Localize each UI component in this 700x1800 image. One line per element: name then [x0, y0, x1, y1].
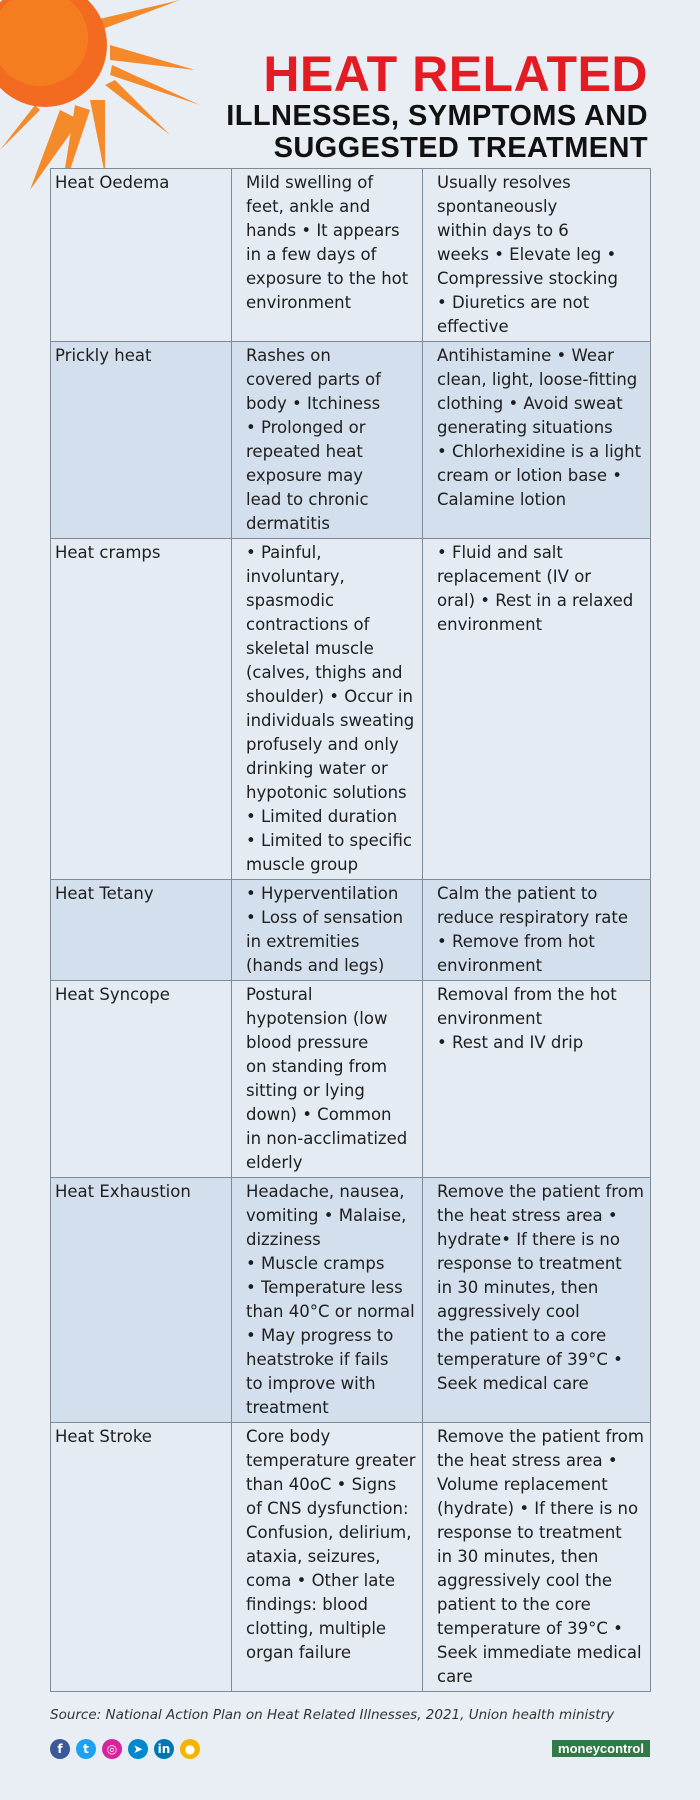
symptoms-line: • May progress to	[246, 1326, 394, 1345]
table-row	[51, 880, 651, 981]
symptoms-line: (hands and legs)	[246, 956, 385, 975]
treatment-line: • Rest and IV drip	[437, 1033, 584, 1052]
illness-name: Heat Exhaustion	[51, 1178, 232, 1423]
illness-name: Heat Syncope	[51, 981, 232, 1178]
symptoms-line: covered parts of	[246, 370, 381, 389]
treatment-line: care	[437, 1667, 473, 1686]
symptoms-line: clotting, multiple	[246, 1619, 387, 1638]
symptoms-line: in a few days of	[246, 245, 377, 264]
symptoms-cell	[232, 342, 423, 539]
symptoms-line: environment	[246, 293, 352, 312]
treatment-line: reduce respiratory rate	[437, 908, 628, 927]
symptoms-line: • Limited duration	[246, 807, 398, 826]
symptoms-line: in extremities	[246, 932, 360, 951]
symptoms-line: Core body	[246, 1427, 331, 1446]
illness-name: Prickly heat	[51, 342, 232, 539]
symptoms-line: treatment	[246, 1398, 329, 1417]
treatment-line: temperature of 39°C •	[437, 1619, 623, 1638]
symptoms-line: involuntary,	[246, 567, 345, 586]
treatment-line: effective	[437, 317, 509, 336]
linkedin-icon[interactable]: in	[154, 1739, 174, 1759]
treatment-line: in 30 minutes, then	[437, 1547, 599, 1566]
treatment-cell	[423, 1178, 651, 1423]
symptoms-line: hypotension (low	[246, 1009, 388, 1028]
symptoms-line: dizziness	[246, 1230, 321, 1249]
treatment-cell	[423, 1423, 651, 1692]
treatment-line: clothing • Avoid sweat	[437, 394, 623, 413]
symptoms-line: individuals sweating	[246, 711, 415, 730]
treatment-cell	[423, 981, 651, 1178]
treatment-line: aggressively cool the	[437, 1571, 613, 1590]
symptoms-line: • Limited to specific	[246, 831, 412, 850]
treatment-line: environment	[437, 1009, 543, 1028]
illness-name: Heat Stroke	[51, 1423, 232, 1692]
symptoms-line: contractions of	[246, 615, 370, 634]
illness-table	[50, 168, 651, 1692]
symptoms-line: shoulder) • Occur in	[246, 687, 413, 706]
symptoms-line: hypotonic solutions	[246, 783, 407, 802]
symptoms-line: • Hyperventilation	[246, 884, 399, 903]
koo-icon[interactable]: ●	[180, 1739, 200, 1759]
symptoms-line: profusely and only	[246, 735, 399, 754]
treatment-line: Calm the patient to	[437, 884, 598, 903]
treatment-cell	[423, 880, 651, 981]
symptoms-line: Mild swelling of	[246, 173, 374, 192]
symptoms-line: body • Itchiness	[246, 394, 381, 413]
treatment-line: response to treatment	[437, 1523, 622, 1542]
illness-name: Heat Oedema	[51, 169, 232, 342]
symptoms-cell	[232, 1178, 423, 1423]
symptoms-cell	[232, 1423, 423, 1692]
symptoms-line: • Temperature less	[246, 1278, 403, 1297]
symptoms-line: on standing from	[246, 1057, 388, 1076]
symptoms-line: lead to chronic	[246, 490, 369, 509]
symptoms-line: drinking water or	[246, 759, 388, 778]
treatment-line: Seek immediate medical	[437, 1643, 642, 1662]
treatment-line: generating situations	[437, 418, 613, 437]
symptoms-line: (calves, thighs and	[246, 663, 403, 682]
table-row	[51, 169, 651, 342]
treatment-line: Compressive stocking	[437, 269, 618, 288]
symptoms-line: Postural	[246, 985, 313, 1004]
title-heat-related: HEAT RELATED	[263, 46, 648, 102]
treatment-line: weeks • Elevate leg •	[437, 245, 617, 264]
symptoms-cell	[232, 539, 423, 880]
symptoms-line: exposure may	[246, 466, 364, 485]
symptoms-line: spasmodic	[246, 591, 335, 610]
treatment-line: • Diuretics are not	[437, 293, 590, 312]
symptoms-line: temperature greater	[246, 1451, 416, 1470]
title-treatment: SUGGESTED TREATMENT	[273, 132, 648, 164]
facebook-icon[interactable]: f	[50, 1739, 70, 1759]
symptoms-line: skeletal muscle	[246, 639, 374, 658]
table-row	[51, 1178, 651, 1423]
treatment-line: spontaneously	[437, 197, 558, 216]
symptoms-line: ataxia, seizures,	[246, 1547, 381, 1566]
symptoms-line: in non-acclimatized	[246, 1129, 408, 1148]
symptoms-line: exposure to the hot	[246, 269, 409, 288]
symptoms-line: than 40°C or normal	[246, 1302, 415, 1321]
symptoms-line: heatstroke if fails	[246, 1350, 389, 1369]
illness-name: Heat cramps	[51, 539, 232, 880]
treatment-line: the patient to a core	[437, 1326, 607, 1345]
treatment-line: the heat stress area •	[437, 1206, 618, 1225]
treatment-line: Seek medical care	[437, 1374, 589, 1393]
symptoms-line: Rashes on	[246, 346, 331, 365]
treatment-line: temperature of 39°C •	[437, 1350, 623, 1369]
symptoms-line: • Muscle cramps	[246, 1254, 385, 1273]
treatment-line: oral) • Rest in a relaxed	[437, 591, 634, 610]
symptoms-line: vomiting • Malaise,	[246, 1206, 407, 1225]
treatment-cell	[423, 539, 651, 880]
treatment-line: environment	[437, 615, 543, 634]
treatment-line: within days to 6	[437, 221, 569, 240]
treatment-line: replacement (IV or	[437, 567, 592, 586]
treatment-line: hydrate• If there is no	[437, 1230, 620, 1249]
treatment-line: response to treatment	[437, 1254, 622, 1273]
symptoms-line: • Loss of sensation	[246, 908, 404, 927]
moneycontrol-logo[interactable]: moneycontrol	[552, 1740, 650, 1757]
source-note: Source: National Action Plan on Heat Related Illnesses, 2021, Union health ministry	[50, 1707, 615, 1723]
treatment-line: Usually resolves	[437, 173, 571, 192]
treatment-line: in 30 minutes, then	[437, 1278, 599, 1297]
treatment-cell	[423, 342, 651, 539]
symptoms-line: dermatitis	[246, 514, 331, 533]
treatment-line: aggressively cool	[437, 1302, 580, 1321]
table-row	[51, 981, 651, 1178]
symptoms-cell	[232, 169, 423, 342]
treatment-line: • Fluid and salt	[437, 543, 563, 562]
treatment-line: (hydrate) • If there is no	[437, 1499, 639, 1518]
symptoms-line: repeated heat	[246, 442, 363, 461]
symptoms-line: sitting or lying	[246, 1081, 365, 1100]
symptoms-line: muscle group	[246, 855, 359, 874]
title-block	[226, 48, 648, 164]
instagram-icon[interactable]: ◎	[102, 1739, 122, 1759]
treatment-line: • Chlorhexidine is a light	[437, 442, 642, 461]
symptoms-line: feet, ankle and	[246, 197, 371, 216]
treatment-line: the heat stress area •	[437, 1451, 618, 1470]
symptoms-line: Headache, nausea,	[246, 1182, 405, 1201]
table-row	[51, 1423, 651, 1692]
treatment-line: Remove the patient from	[437, 1427, 644, 1446]
symptoms-line: hands • It appears	[246, 221, 400, 240]
symptoms-line: Confusion, delirium,	[246, 1523, 412, 1542]
symptoms-line: organ failure	[246, 1643, 351, 1662]
symptoms-line: down) • Common	[246, 1105, 392, 1124]
treatment-line: Antihistamine • Wear	[437, 346, 614, 365]
symptoms-cell	[232, 981, 423, 1178]
treatment-line: • Remove from hot	[437, 932, 595, 951]
treatment-line: cream or lotion base •	[437, 466, 623, 485]
symptoms-line: coma • Other late	[246, 1571, 395, 1590]
symptoms-line: of CNS dysfunction:	[246, 1499, 409, 1518]
symptoms-line: than 40oC • Signs	[246, 1475, 397, 1494]
treatment-line: Volume replacement	[437, 1475, 608, 1494]
symptoms-line: elderly	[246, 1153, 303, 1172]
treatment-line: environment	[437, 956, 543, 975]
symptoms-line: • Prolonged or	[246, 418, 366, 437]
treatment-line: Remove the patient from	[437, 1182, 644, 1201]
symptoms-line: findings: blood	[246, 1595, 368, 1614]
table-row	[51, 539, 651, 880]
treatment-line: Calamine lotion	[437, 490, 567, 509]
treatment-line: patient to the core	[437, 1595, 591, 1614]
illness-name: Heat Tetany	[51, 880, 232, 981]
treatment-line: Removal from the hot	[437, 985, 617, 1004]
title-illnesses: ILLNESSES, SYMPTOMS AND	[226, 100, 648, 132]
symptoms-line: blood pressure	[246, 1033, 369, 1052]
treatment-cell	[423, 169, 651, 342]
treatment-line: clean, light, loose-fitting	[437, 370, 638, 389]
social-icons	[50, 1738, 206, 1760]
twitter-icon[interactable]: t	[76, 1739, 96, 1759]
telegram-icon[interactable]: ➤	[128, 1739, 148, 1759]
symptoms-cell	[232, 880, 423, 981]
symptoms-line: to improve with	[246, 1374, 376, 1393]
symptoms-line: • Painful,	[246, 543, 322, 562]
table-row	[51, 342, 651, 539]
